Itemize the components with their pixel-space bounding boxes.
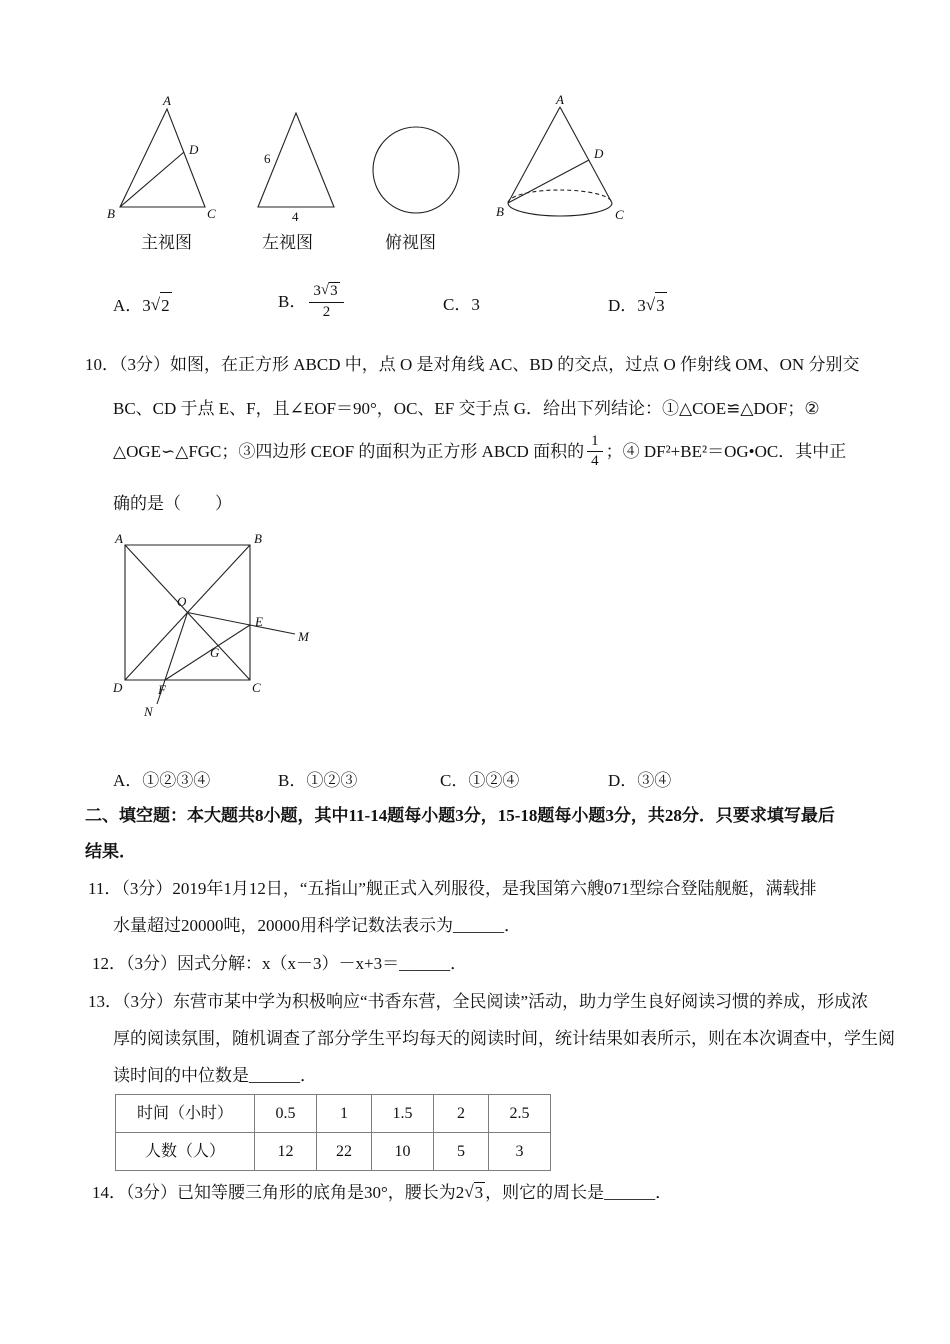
square-label-g: G	[210, 645, 220, 660]
q10-option-b: B．①②③	[278, 771, 358, 790]
q9-option-a	[113, 292, 172, 319]
q10-square-figure	[110, 533, 315, 728]
square-label-n: N	[144, 704, 153, 719]
top-view-caption: 俯视图	[385, 233, 436, 252]
sqrt-expression	[646, 292, 667, 319]
table-row-time	[116, 1095, 551, 1133]
front-view-triangle	[120, 109, 205, 207]
q11-line2: 水量超过20000吨，20000用科学记数法表示为______．	[113, 916, 521, 935]
fraction-numerator: 1	[587, 433, 603, 452]
radical-sign: √	[150, 295, 161, 314]
fraction-numerator	[309, 283, 343, 302]
q9-option-a-text: A．3	[113, 296, 151, 315]
front-view-caption: 主视图	[141, 233, 192, 252]
q14-post: ，则它的周长是______．	[485, 1183, 673, 1202]
section2-header-line1: 二、填空题：本大题共8小题，其中11-14题每小题3分，15-18题每小题3分，共28分．只要求填写最后	[85, 806, 835, 825]
top-view-figure	[370, 124, 462, 216]
q9-option-d-text: D．3	[608, 296, 646, 315]
q12-line1: 12．（3分）因式分解：x（x－3）－x+3＝______．	[92, 954, 468, 973]
cone-label-c: C	[615, 207, 624, 222]
coefficient: 3	[313, 283, 321, 300]
table-cell: 10	[372, 1133, 434, 1171]
cone-figure	[495, 95, 630, 235]
q11-line1: 11．（3分）2019年1月12日，“五指山”舰正式入列服役，是我国第六艘071型综合登陆舰艇，满载排	[88, 879, 817, 898]
radical-sign: √	[645, 295, 656, 314]
q10-line3-post: ；④ DF²+BE²＝OG•OC．其中正	[605, 442, 847, 461]
q10-option-d: D．③④	[608, 771, 672, 790]
top-view-circle	[373, 127, 459, 213]
q13-line3: 读时间的中位数是______．	[113, 1066, 317, 1085]
q9-option-b	[278, 280, 347, 324]
left-view-figure	[248, 97, 348, 223]
square-label-a: A	[115, 533, 123, 546]
q10-line1: 10．（3分）如图，在正方形 ABCD 中，点 O 是对角线 AC、BD 的交点，过点 O 作射线 OM、ON 分别交	[85, 355, 860, 374]
front-view-label-a: A	[163, 95, 171, 108]
radicand: 3	[330, 283, 338, 300]
q10-option-a: A．①②③④	[113, 771, 211, 790]
q14-pre: 14．（3分）已知等腰三角形的底角是30°，腰长为2	[92, 1183, 465, 1202]
front-view-label-b: B	[107, 206, 115, 221]
q10-option-c: C．①②④	[440, 771, 520, 790]
cone-label-d: D	[594, 146, 604, 161]
radicand: 2	[160, 292, 172, 319]
q14-line1	[92, 1180, 672, 1206]
left-view-caption: 左视图	[262, 233, 313, 252]
table-cell-count-label: 人数（人）	[116, 1133, 255, 1171]
square-label-b: B	[254, 533, 262, 546]
table-cell: 0.5	[255, 1095, 317, 1133]
left-view-base-length: 4	[292, 209, 299, 223]
table-cell-time-label: 时间（小时）	[116, 1095, 255, 1133]
q9-option-c: C．3	[443, 295, 480, 314]
table-cell: 1.5	[372, 1095, 434, 1133]
table-row-count	[116, 1133, 551, 1171]
fraction-denominator: 2	[322, 303, 331, 320]
square-label-o: O	[177, 594, 187, 609]
radical-sign: √	[464, 1182, 474, 1201]
table-cell: 2.5	[489, 1095, 551, 1133]
table-cell: 1	[317, 1095, 372, 1133]
table-cell: 22	[317, 1133, 372, 1171]
radicand: 3	[474, 1183, 484, 1202]
square-label-e: E	[255, 614, 263, 629]
cone-label-b: B	[496, 204, 504, 219]
radicand: 3	[655, 292, 667, 319]
front-view-figure	[105, 95, 230, 223]
radical-sign: √	[320, 282, 330, 299]
q13-line2: 厚的阅读氛围，随机调查了部分学生平均每天的阅读时间，统计结果如表所示，则在本次调查中，学生阅	[113, 1029, 895, 1048]
segment-ef	[165, 625, 250, 680]
sqrt-expression	[151, 292, 172, 319]
table-cell: 5	[434, 1133, 489, 1171]
sqrt-expression	[321, 283, 340, 299]
reading-time-table	[115, 1094, 551, 1171]
cone-right-slant	[560, 107, 612, 203]
table-cell: 12	[255, 1133, 317, 1171]
square-label-d: D	[113, 680, 123, 695]
q9-option-d	[608, 292, 667, 319]
front-view-label-d: D	[189, 142, 199, 157]
left-view-side-length: 6	[264, 151, 271, 166]
q9-option-b-text: B．	[278, 292, 307, 312]
front-view-line-bd	[120, 152, 184, 207]
square-label-m: M	[298, 629, 309, 644]
front-view-label-c: C	[207, 206, 216, 221]
table-cell: 3	[489, 1133, 551, 1171]
fraction	[587, 433, 603, 471]
cone-base-front	[508, 203, 612, 216]
fraction	[309, 283, 343, 321]
table-cell: 2	[434, 1095, 489, 1133]
cone-label-a: A	[556, 95, 564, 107]
square-label-c: C	[252, 680, 261, 695]
section2-header-line2: 结果．	[85, 842, 136, 861]
q10-line3	[113, 433, 846, 471]
q10-line3-pre: △OGE∽△FGC；③四边形 CEOF 的面积为正方形 ABCD 面积的	[113, 442, 585, 461]
square-label-f: F	[158, 682, 166, 697]
sqrt-expression	[464, 1183, 485, 1202]
fraction-denominator: 4	[591, 453, 599, 470]
cone-base-back	[508, 190, 612, 203]
q13-line1: 13．（3分）东营市某中学为积极响应“书香东营，全民阅读”活动，助力学生良好阅读习惯的养成，形成浓	[88, 992, 869, 1011]
q10-line4: 确的是（ ）	[113, 494, 232, 513]
q10-line2: BC、CD 于点 E、F，且∠EOF＝90°，OC、EF 交于点 G．给出下列结论：①△COE≌△DOF；②	[113, 399, 820, 418]
